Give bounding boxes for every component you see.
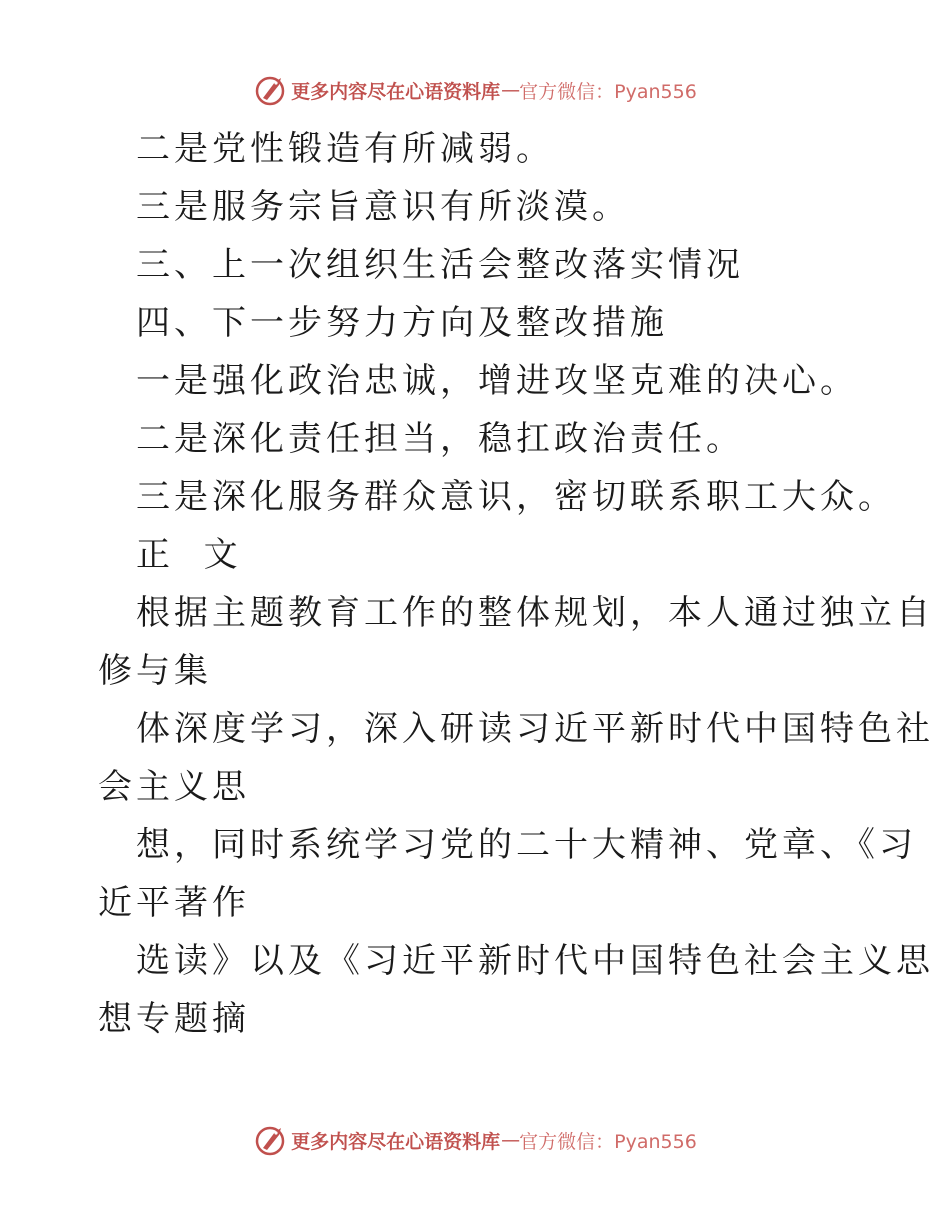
document-body [98, 120, 934, 1048]
main-text-heading: 正 文 [136, 535, 242, 575]
text-line: 想，同时系统学习党的二十大精神、党章、《习 [136, 825, 917, 865]
text-line: 体深度学习，深入研读习近平新时代中国特色社 [136, 709, 934, 749]
text-line: 会主义思 [98, 767, 250, 807]
section-heading: 四、下一步努力方向及整改措施 [136, 303, 668, 343]
banner-dash: — [501, 1129, 519, 1151]
banner-sub-text: 官方微信：Pyan556 [519, 80, 697, 103]
banner-dash: — [501, 79, 519, 101]
text-line: 想专题摘 [98, 999, 250, 1039]
text-line: 二是党性锻造有所减弱。 [136, 129, 554, 169]
text-line: 近平著作 [98, 883, 250, 923]
section-heading: 三、上一次组织生活会整改落实情况 [136, 245, 744, 285]
pen-nib-logo-icon [253, 1122, 289, 1158]
text-line: 修与集 [98, 651, 212, 691]
header-watermark-banner [0, 70, 950, 110]
text-line: 二是深化责任担当，稳扛政治责任。 [136, 419, 744, 459]
text-line: 三是服务宗旨意识有所淡漠。 [136, 187, 630, 227]
banner-main-text: 更多内容尽在心语资料库 [291, 1130, 501, 1153]
text-line: 一是强化政治忠诚，增进攻坚克难的决心。 [136, 361, 858, 401]
banner-main-text: 更多内容尽在心语资料库 [291, 80, 501, 103]
footer-watermark-banner [0, 1120, 950, 1160]
banner-sub-text: 官方微信：Pyan556 [519, 1130, 697, 1153]
pen-nib-logo-icon [253, 72, 289, 108]
text-line: 根据主题教育工作的整体规划，本人通过独立自 [136, 593, 934, 633]
text-line: 选读》以及《习近平新时代中国特色社会主义思 [136, 941, 934, 981]
text-line: 三是深化服务群众意识，密切联系职工大众。 [136, 477, 896, 517]
